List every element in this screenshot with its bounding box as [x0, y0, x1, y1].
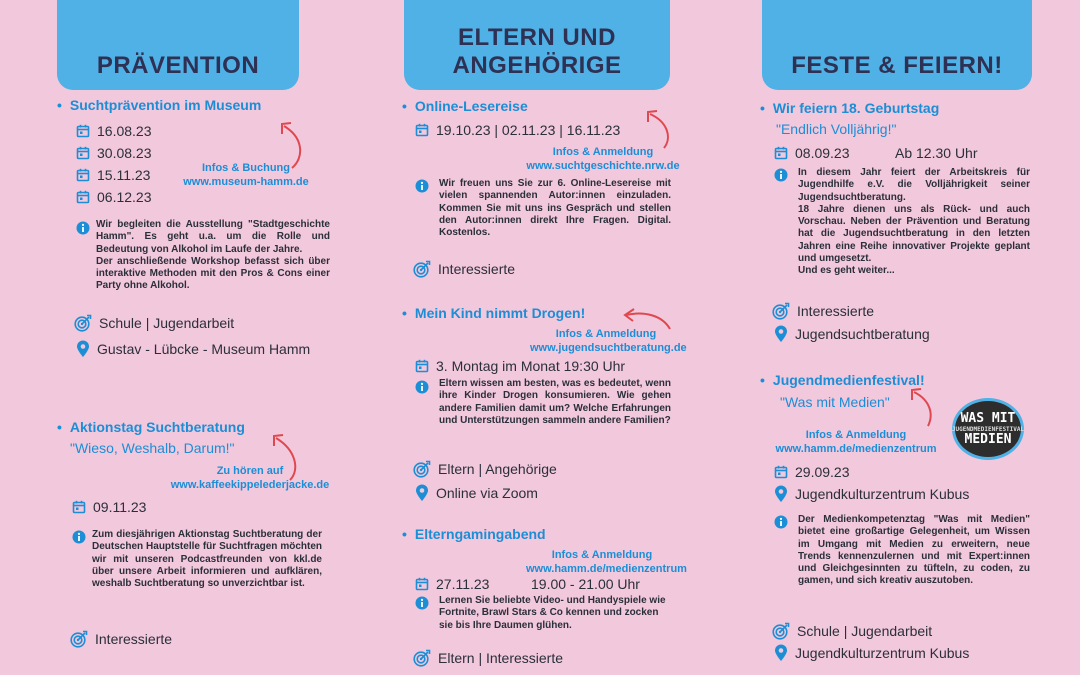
event-subtitle: "Was mit Medien": [780, 394, 890, 410]
date-row: 16.08.23: [76, 123, 152, 139]
location-pin-icon: [774, 485, 788, 503]
target-icon: [413, 649, 431, 667]
target-row: Eltern | Angehörige: [413, 460, 557, 478]
calendar-icon: [76, 190, 90, 204]
info-link[interactable]: Infos & Anmeldung www.hamm.de/medienzentrum: [526, 549, 687, 575]
calendar-icon: [774, 146, 788, 160]
info-icon: [415, 380, 429, 394]
target-row: Eltern | Interessierte: [413, 649, 563, 667]
header-title-line1: ELTERN UND: [458, 24, 616, 51]
arrow-icon: [906, 386, 936, 431]
location-row: Gustav - Lübcke - Museum Hamm: [76, 340, 310, 358]
event-title-jugendmedienfestival[interactable]: • Jugendmedienfestival!: [760, 372, 925, 388]
calendar-icon: [76, 124, 90, 138]
event-description: Wir begleiten die Ausstellung "Stadtgeschichte Hamm". Es geht u.a. um die Rolle und Bedeutung von Alkohol im Laufe der Jahre. Der anschließende Workshop befasst sich über interaktive Methoden mit den Pros & Cons einer Party ohne Alkohol.: [96, 219, 330, 292]
event-title-lesereise[interactable]: • Online-Lesereise: [402, 98, 528, 114]
target-icon: [772, 622, 790, 640]
event-description: Wir freuen uns Sie zur 6. Online-Lesereise mit vielen spannenden Autor:innen einzuladen. Kommen Sie mit uns ins Gespräch und stellen den Autor:innen direkt Ihre Fragen. Digital. Kostenlos.: [439, 178, 671, 239]
event-title-geburtstag[interactable]: • Wir feiern 18. Geburtstag: [760, 100, 939, 116]
header-title: PRÄVENTION: [96, 52, 260, 79]
location-pin-icon: [76, 340, 90, 358]
calendar-icon: [415, 577, 429, 591]
calendar-icon: [774, 465, 788, 479]
date-row: 06.12.23: [76, 189, 152, 205]
event-description: Zum diesjährigen Aktionstag Suchtberatung der Deutschen Hauptstelle für Suchtfragen möchten wir mit unseren Podcastfreunden von kkl.de über unsere Arbeit informieren und aufklären, weshalb Suchtberatung so unverzichtbar ist.: [92, 529, 322, 590]
target-row: Interessierte: [70, 630, 172, 648]
location-row: Jugendkulturzentrum Kubus: [774, 485, 969, 503]
info-icon: [72, 530, 86, 544]
info-link[interactable]: Zu hören auf www.kaffeekippelederjacke.de: [170, 465, 330, 491]
header-feste: [762, 0, 1032, 90]
info-icon: [774, 168, 788, 182]
calendar-icon: [76, 168, 90, 182]
target-row: Schule | Jugendarbeit: [74, 314, 234, 332]
info-icon: [415, 596, 429, 610]
location-pin-icon: [774, 644, 788, 662]
date-row: 29.09.23: [774, 464, 850, 480]
event-title-suchtpraevention[interactable]: • Suchtprävention im Museum: [57, 97, 261, 113]
header-praevention: [57, 0, 299, 90]
calendar-icon: [415, 123, 429, 137]
date-row: 19.10.23 | 02.11.23 | 16.11.23: [415, 122, 620, 138]
target-icon: [70, 630, 88, 648]
info-icon: [774, 515, 788, 529]
event-description: In diesem Jahr feiert der Arbeitskreis für Jugendhilfe e.V. die Volljährigkeit seiner Jugendsuchtberatung. 18 Jahre dienen uns als Rück- und auch Vorschau. Neben der Prävention und Beratung hat die Jugendsuchtberatung in den letzten Jahren eine Reihe innovativer Projekte geplant und umgesetzt. Und es geht weiter...: [798, 167, 1030, 277]
event-subtitle: "Endlich Volljährig!": [776, 121, 897, 137]
info-link[interactable]: Infos & Buchung www.museum-hamm.de: [183, 162, 309, 188]
event-title-aktionstag[interactable]: • Aktionstag Suchtberatung: [57, 419, 245, 435]
was-mit-medien-logo: WAS MIT JUGENDMEDIENFESTIVAL MEDIEN: [952, 398, 1024, 460]
location-pin-icon: [774, 325, 788, 343]
date-row: 15.11.23: [76, 167, 150, 183]
calendar-icon: [72, 500, 86, 514]
target-icon: [413, 260, 431, 278]
target-row: Schule | Jugendarbeit: [772, 622, 932, 640]
target-icon: [74, 314, 92, 332]
info-link[interactable]: Infos & Anmeldung www.hamm.de/medienzentrum: [775, 429, 937, 455]
info-icon: [415, 179, 429, 193]
target-row: Interessierte: [772, 302, 874, 320]
location-pin-icon: [415, 484, 429, 502]
date-row: 3. Montag im Monat 19:30 Uhr: [415, 358, 625, 374]
event-description: Lernen Sie beliebte Video- und Handyspiele wie Fortnite, Brawl Stars & Co kennen und zocken sie bis Ihre Daumen glühen.: [439, 595, 666, 631]
location-row: Online via Zoom: [415, 484, 538, 502]
date-row: 08.09.23 Ab 12.30 Uhr: [774, 145, 978, 161]
location-row: Jugendsuchtberatung: [774, 325, 930, 343]
event-subtitle: "Wieso, Weshalb, Darum!": [70, 440, 235, 456]
event-description: Der Medienkompetenztag "Was mit Medien" bietet eine großartige Gelegenheit, um Wissen im Umgang mit Medien zu erweitern, neue Trends kennenzulernen und mit Expert:innen und Gleichgesinnten zu tüfteln, zu coden, zu gamen, und sich kreativ auszutoben.: [798, 514, 1030, 587]
header-eltern: [404, 0, 670, 90]
location-row: Jugendkulturzentrum Kubus: [774, 644, 969, 662]
header-title: FESTE & FEIERN!: [791, 52, 1003, 79]
date-row: 27.11.23 19.00 - 21.00 Uhr: [415, 576, 640, 592]
date-row: 30.08.23: [76, 145, 152, 161]
date-row: 09.11.23: [72, 499, 146, 515]
target-row: Interessierte: [413, 260, 515, 278]
calendar-icon: [415, 359, 429, 373]
event-description: Eltern wissen am besten, was es bedeutet, wenn ihre Kinder Drogen konsumieren. Wie gehen andere Familien damit um? Welche Erfahrungen und Unterstützungen sammeln andere Familien?: [439, 378, 671, 426]
info-link[interactable]: Infos & Anmeldung www.suchtgeschichte.nrw.de: [526, 146, 680, 172]
info-icon: [76, 221, 90, 235]
event-title-elterngamingabend[interactable]: • Elterngamingabend: [402, 526, 546, 542]
calendar-icon: [76, 146, 90, 160]
target-icon: [413, 460, 431, 478]
info-link[interactable]: Infos & Anmeldung www.jugendsuchtberatung.de: [530, 328, 687, 354]
event-title-mein-kind[interactable]: • Mein Kind nimmt Drogen!: [402, 305, 585, 321]
header-title-line2: ANGEHÖRIGE: [452, 52, 622, 79]
target-icon: [772, 302, 790, 320]
